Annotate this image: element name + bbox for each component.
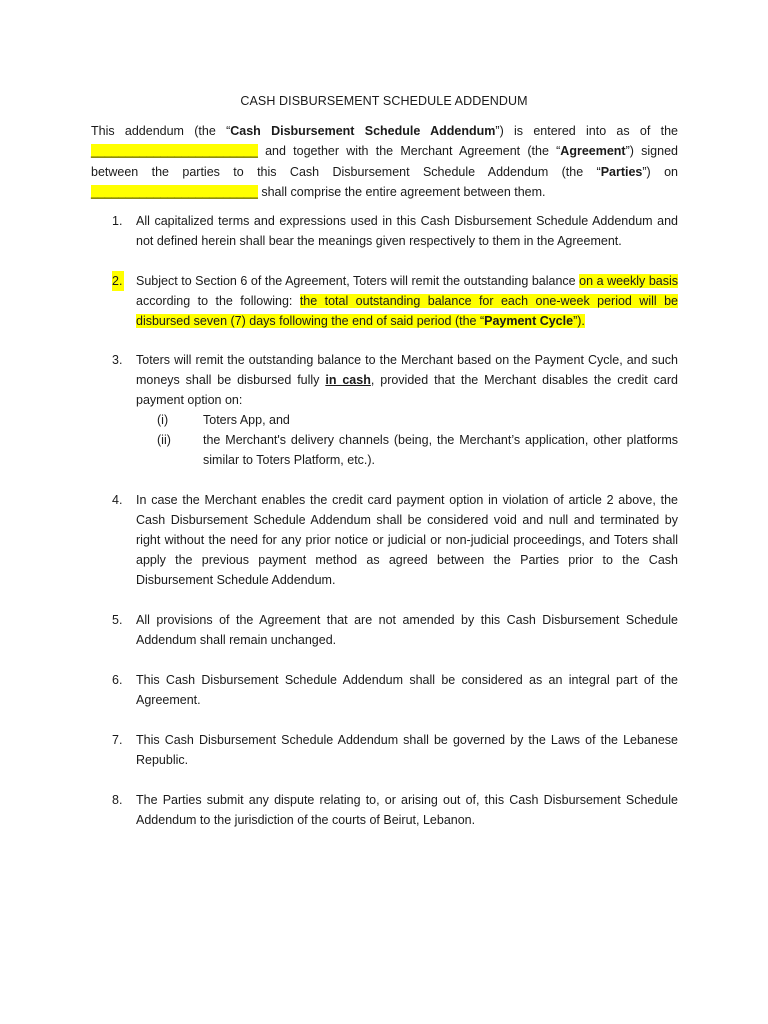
- intro-term-parties: Parties: [600, 164, 643, 179]
- sub-item-text: the Merchant's delivery channels (being, the Merchant’s application, other platforms similar to Toters Platform, etc.).: [203, 433, 678, 467]
- clause-text: The Parties submit any dispute relating to, or arising out of, this Cash Disbursement Schedule Addendum to the jurisdiction of the courts of Beirut, Lebanon.: [136, 793, 678, 827]
- clause-number: 1.: [112, 214, 123, 228]
- clause-number: 4.: [112, 493, 123, 507]
- clause-number: 7.: [112, 733, 123, 747]
- roman-numeral: (i): [157, 413, 169, 427]
- clause-number: 6.: [112, 673, 123, 687]
- intro-text: ”) is entered into as of the: [495, 124, 678, 138]
- roman-numeral: (ii): [157, 433, 171, 447]
- intro-text: This addendum (the “: [91, 124, 231, 138]
- clause-number: 2.: [112, 271, 124, 291]
- clause-text: [136, 350, 678, 470]
- signing-date-blank-field[interactable]: ________________________: [91, 184, 258, 199]
- clause-text: This Cash Disbursement Schedule Addendum shall be governed by the Laws of the Lebanese Republic.: [136, 733, 678, 767]
- sub-item-i: [136, 410, 678, 430]
- clause-number: 3.: [112, 353, 123, 367]
- clause-text: In case the Merchant enables the credit card payment option in violation of article 2 above, the Cash Disbursement Schedule Addendum shall be considered void and null and terminated by right without the need for any prior notice or judicial or non-judicial proceedings, and Toters shall apply the previous payment method as agreed between the Parties prior to the Cash Disbursement Schedule Addendum.: [136, 493, 678, 587]
- highlighted-term-payment-cycle: Payment Cycle: [484, 314, 574, 328]
- clause-text: All capitalized terms and expressions used in this Cash Disbursement Schedule Addendum and not defined herein shall bear the meanings given respectively to them in the Agreement.: [136, 214, 678, 248]
- clause-text-part: according to the following:: [136, 294, 300, 308]
- clause-number: 8.: [112, 793, 123, 807]
- clause-text: This Cash Disbursement Schedule Addendum shall be considered as an integral part of the Agreement.: [136, 673, 678, 707]
- clause-text-part: , provided that the Merchant disables the credit card payment option on:: [136, 373, 678, 407]
- intro-text: shall comprise the entire agreement between them.: [257, 184, 546, 199]
- highlighted-text: ”).: [573, 314, 585, 328]
- date-blank-field[interactable]: ________________________: [91, 144, 258, 159]
- clause-text-part: Subject to Section 6 of the Agreement, Toters will remit the outstanding balance: [136, 274, 580, 288]
- clause-text: [136, 271, 678, 331]
- intro-term-addendum: Cash Disbursement Schedule Addendum: [230, 124, 496, 138]
- underlined-term: in cash: [325, 373, 371, 387]
- intro-paragraph: [91, 121, 678, 202]
- clause-text-part: Toters will remit the outstanding balance to the Merchant based on the Payment Cycle, and such moneys shall be disbursed fully: [136, 353, 678, 387]
- intro-text: and together with the Merchant Agreement (the “: [257, 144, 561, 159]
- intro-text: ”) on: [642, 164, 678, 179]
- intro-text: ”) signed between the parties to this Cash Disbursement Schedule Addendum (the “: [91, 144, 678, 179]
- highlighted-text: the total outstanding balance for each one-week period will be disbursed seven (7) days following the end of said period (the “: [136, 294, 678, 328]
- clause-text: All provisions of the Agreement that are not amended by this Cash Disbursement Schedule Addendum shall remain unchanged.: [136, 613, 678, 647]
- sub-item-text: Toters App, and: [203, 413, 290, 427]
- highlighted-text: on a weekly basis: [579, 274, 678, 288]
- document-title: CASH DISBURSEMENT SCHEDULE ADDENDUM: [240, 94, 528, 108]
- sub-item-ii: [136, 430, 678, 470]
- clause-number: 5.: [112, 613, 123, 627]
- intro-term-agreement: Agreement: [560, 144, 626, 159]
